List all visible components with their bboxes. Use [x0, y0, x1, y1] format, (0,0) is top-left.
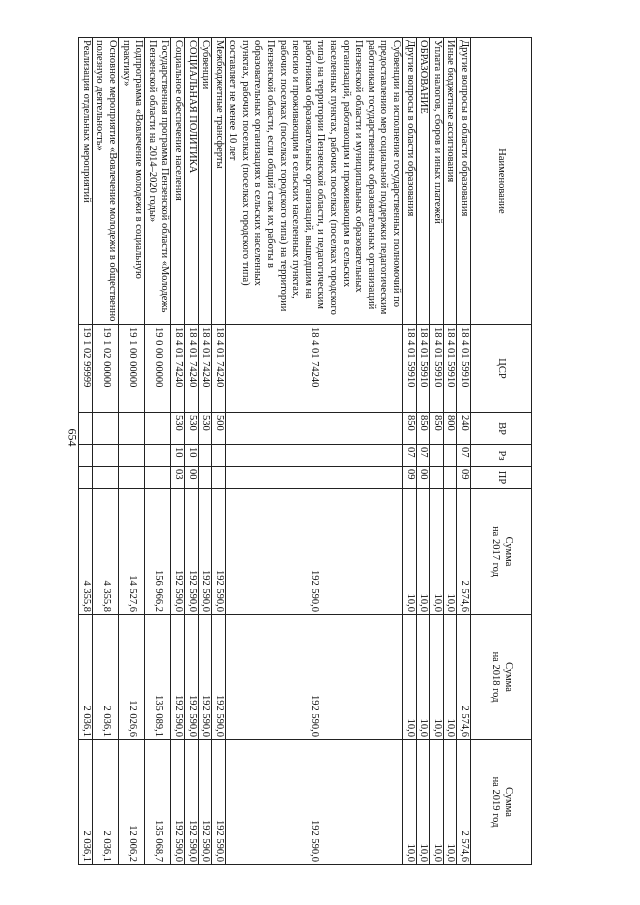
- table-header-row: [471, 38, 532, 865]
- cell-sum-2019: 10,0: [443, 740, 457, 865]
- cell-sum-2018: 192 590,0: [225, 615, 402, 740]
- cell-pr: [212, 467, 226, 489]
- cell-sum-2017: 192 590,0: [198, 489, 212, 615]
- cell-rz: 07: [416, 445, 430, 467]
- cell-name: Субвенции на исполнение государственных полномочий по предоставлению мер социальной поддержки педагогическим работникам государственных образовательных организаций Пензенской области и муниципальных образовательных организаций, работающим и проживающим в сельских населенных пунктах, рабочих поселках (поселках городского типа) на территории Пензенской области, и педагогическим работникам образовательных организаций, вышедшим на пенсию и проживающим в сельских населенных пунктах, рабочих поселках (поселках городского типа) на территории Пензенской области, если общий стаж их работы в образовательных организациях в сельских населенных пунктах, рабочих поселках (поселках городского типа) составляет не менее 10 лет: [225, 38, 402, 325]
- cell-name: ОБРАЗОВАНИЕ: [416, 38, 430, 325]
- cell-sum-2018: 10,0: [416, 615, 430, 740]
- cell-vr: [118, 413, 144, 445]
- cell-sum-2018: 192 590,0: [198, 615, 212, 740]
- cell-pr: [430, 467, 444, 489]
- cell-sum-2019: 192 590,0: [225, 740, 402, 865]
- cell-csr: 19 1 02 99999: [79, 325, 93, 413]
- cell-sum-2019: 10,0: [430, 740, 444, 865]
- cell-pr: [118, 467, 144, 489]
- cell-csr: 19 0 00 00000: [145, 325, 171, 413]
- cell-vr: 530: [184, 413, 198, 445]
- cell-vr: 500: [212, 413, 226, 445]
- cell-sum-2018: 135 089,1: [145, 615, 171, 740]
- table-row: [457, 38, 471, 865]
- cell-vr: 530: [171, 413, 185, 445]
- cell-sum-2018: 2 574,6: [457, 615, 471, 740]
- cell-vr: 850: [403, 413, 417, 445]
- cell-rz: 10: [184, 445, 198, 467]
- cell-rz: [118, 445, 144, 467]
- cell-sum-2019: 192 590,0: [184, 740, 198, 865]
- cell-sum-2018: 10,0: [430, 615, 444, 740]
- header-sum-2019-line1: Сумма: [502, 787, 514, 817]
- cell-name: Другие вопросы в области образования: [403, 38, 417, 325]
- budget-table: [78, 37, 532, 865]
- cell-pr: 00: [416, 467, 430, 489]
- cell-sum-2019: 2 036,1: [79, 740, 93, 865]
- cell-sum-2017: 10,0: [443, 489, 457, 615]
- cell-sum-2017: 192 590,0: [212, 489, 226, 615]
- cell-sum-2018: 192 590,0: [171, 615, 185, 740]
- cell-sum-2018: 12 026,6: [118, 615, 144, 740]
- cell-rz: [430, 445, 444, 467]
- cell-pr: 00: [184, 467, 198, 489]
- cell-sum-2019: 2 036,1: [92, 740, 118, 865]
- cell-name: Межбюджетные трансферты: [212, 38, 226, 325]
- cell-csr: 19 1 02 00000: [92, 325, 118, 413]
- cell-name: Субвенции: [198, 38, 212, 325]
- cell-rz: 07: [403, 445, 417, 467]
- table-row: [118, 38, 144, 865]
- cell-csr: 18 4 01 59910: [430, 325, 444, 413]
- cell-sum-2018: 192 590,0: [184, 615, 198, 740]
- cell-vr: [225, 413, 402, 445]
- cell-rz: [225, 445, 402, 467]
- cell-name: Подпрограмма «Вовлечение молодежи в социальную практику»: [118, 38, 144, 325]
- cell-csr: 18 4 01 74240: [225, 325, 402, 413]
- table-row: [403, 38, 417, 865]
- cell-rz: 10: [171, 445, 185, 467]
- cell-sum-2019: 2 574,6: [457, 740, 471, 865]
- cell-name: Реализация отдельных мероприятий: [79, 38, 93, 325]
- cell-name: Государственная программа Пензенской области «Молодежь Пензенской области на 2014–2020 годы»: [145, 38, 171, 325]
- header-sum-2017: [471, 489, 532, 615]
- cell-csr: 19 1 00 00000: [118, 325, 144, 413]
- cell-sum-2018: 10,0: [403, 615, 417, 740]
- table-row: [198, 38, 212, 865]
- table-row: [225, 38, 402, 865]
- rotated-page: [56, 37, 532, 864]
- header-sum-2018-line1: Сумма: [502, 662, 514, 692]
- header-vr: ВР: [471, 413, 532, 445]
- table-row: [145, 38, 171, 865]
- cell-sum-2018: 10,0: [443, 615, 457, 740]
- cell-sum-2017: 4 355,8: [79, 489, 93, 615]
- cell-pr: [198, 467, 212, 489]
- header-name: Наименование: [471, 38, 532, 325]
- table-row: [212, 38, 226, 865]
- cell-sum-2018: 2 036,1: [79, 615, 93, 740]
- header-csr: ЦСР: [471, 325, 532, 413]
- cell-sum-2019: 10,0: [416, 740, 430, 865]
- cell-sum-2017: 14 527,6: [118, 489, 144, 615]
- cell-sum-2019: 192 590,0: [171, 740, 185, 865]
- cell-csr: 18 4 01 74240: [184, 325, 198, 413]
- cell-csr: 18 4 01 74240: [198, 325, 212, 413]
- cell-sum-2017: 10,0: [416, 489, 430, 615]
- cell-sum-2017: 4 355,8: [92, 489, 118, 615]
- cell-csr: 18 4 01 59910: [416, 325, 430, 413]
- cell-vr: 850: [430, 413, 444, 445]
- cell-sum-2017: 156 966,2: [145, 489, 171, 615]
- table-row: [92, 38, 118, 865]
- table-row: [171, 38, 185, 865]
- header-rz: Рз: [471, 445, 532, 467]
- cell-name: Уплата налогов, сборов и иных платежей: [430, 38, 444, 325]
- cell-rz: 07: [457, 445, 471, 467]
- table-row: [443, 38, 457, 865]
- cell-sum-2019: 192 590,0: [198, 740, 212, 865]
- header-sum-2019-line2: на 2019 год: [490, 776, 501, 828]
- cell-csr: 18 4 01 59910: [457, 325, 471, 413]
- table-row: [430, 38, 444, 865]
- cell-sum-2019: 135 068,7: [145, 740, 171, 865]
- cell-rz: [145, 445, 171, 467]
- cell-pr: [225, 467, 402, 489]
- cell-sum-2019: 192 590,0: [212, 740, 226, 865]
- cell-rz: [212, 445, 226, 467]
- cell-vr: 850: [416, 413, 430, 445]
- table-row: [416, 38, 430, 865]
- cell-csr: 18 4 01 74240: [212, 325, 226, 413]
- page-number: 654: [65, 428, 80, 447]
- cell-pr: [79, 467, 93, 489]
- cell-vr: [145, 413, 171, 445]
- cell-sum-2018: 2 036,1: [92, 615, 118, 740]
- cell-vr: [79, 413, 93, 445]
- cell-rz: [92, 445, 118, 467]
- header-sum-2018: [471, 615, 532, 740]
- cell-pr: [145, 467, 171, 489]
- header-sum-2017-line1: Сумма: [502, 536, 514, 567]
- table-body: [79, 38, 471, 865]
- header-sum-2018-line2: на 2018 год: [490, 651, 501, 703]
- cell-vr: 800: [443, 413, 457, 445]
- cell-vr: 530: [198, 413, 212, 445]
- header-sum-2019: [471, 740, 532, 865]
- cell-csr: 18 4 01 59910: [403, 325, 417, 413]
- cell-sum-2017: 192 590,0: [171, 489, 185, 615]
- cell-sum-2017: 10,0: [430, 489, 444, 615]
- cell-name: Иные бюджетные ассигнования: [443, 38, 457, 325]
- cell-sum-2019: 10,0: [403, 740, 417, 865]
- cell-sum-2018: 192 590,0: [212, 615, 226, 740]
- cell-pr: [443, 467, 457, 489]
- table-row: [184, 38, 198, 865]
- cell-rz: [198, 445, 212, 467]
- cell-csr: 18 4 01 59910: [443, 325, 457, 413]
- cell-rz: [443, 445, 457, 467]
- cell-name: Социальное обеспечение населения: [171, 38, 185, 325]
- header-sum-2017-line2: на 2017 год: [490, 526, 501, 577]
- table-row: [79, 38, 93, 865]
- cell-csr: 18 4 01 74240: [171, 325, 185, 413]
- cell-rz: [79, 445, 93, 467]
- cell-pr: [92, 467, 118, 489]
- cell-sum-2017: 192 590,0: [225, 489, 402, 615]
- cell-sum-2019: 12 006,2: [118, 740, 144, 865]
- cell-pr: 09: [403, 467, 417, 489]
- cell-sum-2017: 10,0: [403, 489, 417, 615]
- cell-name: Другие вопросы в области образования: [457, 38, 471, 325]
- cell-sum-2017: 192 590,0: [184, 489, 198, 615]
- cell-pr: 09: [457, 467, 471, 489]
- cell-name: Основное мероприятие «Вовлечение молодежи в общественно полезную деятельность»: [92, 38, 118, 325]
- cell-vr: 240: [457, 413, 471, 445]
- cell-pr: 03: [171, 467, 185, 489]
- cell-vr: [92, 413, 118, 445]
- cell-name: СОЦИАЛЬНАЯ ПОЛИТИКА: [184, 38, 198, 325]
- header-pr: ПР: [471, 467, 532, 489]
- cell-sum-2017: 2 574,6: [457, 489, 471, 615]
